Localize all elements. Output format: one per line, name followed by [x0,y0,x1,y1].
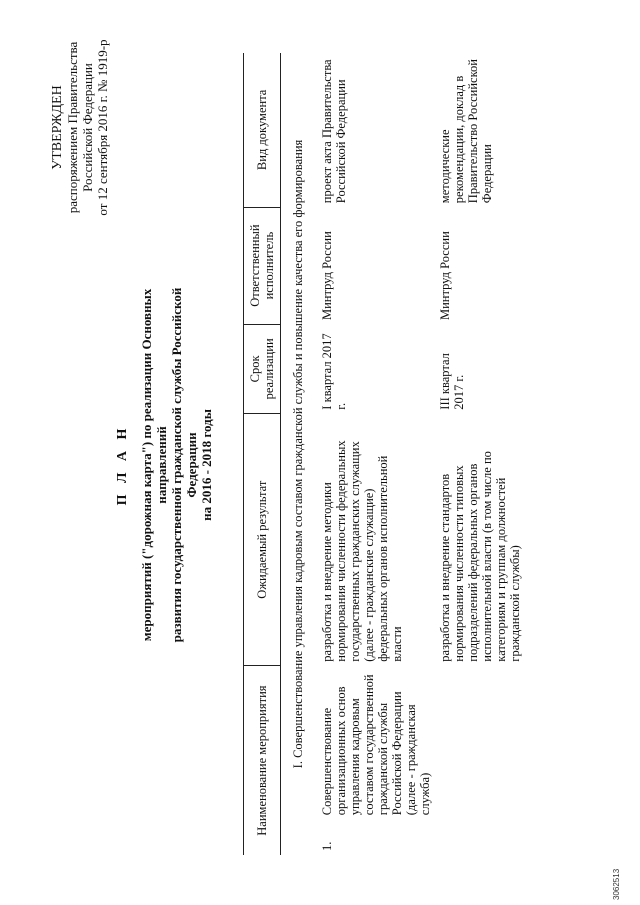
header-name: Наименование мероприятия [244,666,281,855]
approval-line-3: от 12 сентября 2016 г. № 1919-р [95,39,110,216]
document-title [115,265,214,665]
row-executor: Минтруд России [438,231,452,321]
title-line-3: на 2016 - 2018 годы [199,409,214,521]
header-kind: Вид документа [244,53,281,207]
row-kind: проект акта Правительства Российской Федерации [320,59,348,204]
title-line-1: мероприятий ("дорожная карта") по реализации Основных направлений [139,288,169,642]
row-name: Совершенствование организационных основ управления кадровым составом государственной гражданской службы Российской Федерации (далее - гражданская служба) [320,674,432,816]
row-result: разработка и внедрение методики нормирования численности федеральных государственных гражданских служащих (далее - гражданские служащие) федеральных органов исполнительной власти [320,440,404,662]
approval-line-1: распоряжением Правительства [65,41,80,214]
approval-stamp [50,20,110,235]
table-header-row [244,53,281,855]
section-title: I. Совершенствование управления кадровым составом гражданской службы и повышение качества его формирования [291,139,305,769]
row-name [435,666,525,820]
title-main: П Л А Н [115,424,130,506]
row-number [435,819,525,855]
row-term: I квартал 2017 г. [320,333,348,410]
row-executor: Минтруд России [320,231,334,321]
row-kind: методические рекомендации, доклад в Правительство Российской Федерации [438,59,494,204]
plan-table [243,53,525,855]
row-number: 1. [320,841,334,851]
table-row [317,53,435,855]
approval-heading: УТВЕРЖДЕН [50,85,65,170]
document-code: 3062513 [612,868,621,900]
section-row [281,53,318,855]
table-row [435,53,525,855]
row-term: III квартал 2017 г. [438,353,466,410]
row-result: разработка и внедрение стандартов нормирования численности типовых подразделений федеральных органов исполнительной власти (в том числе по категориям и группам должностей гражданской службы) [438,451,522,662]
header-result: Ожидаемый результат [244,414,281,666]
header-executor: Ответственный исполнитель [244,207,281,324]
header-term: Срок реализации [244,324,281,414]
approval-line-2: Российской Федерации [80,63,95,192]
title-line-2: развития государственной гражданской службы Российской Федерации [169,287,199,643]
